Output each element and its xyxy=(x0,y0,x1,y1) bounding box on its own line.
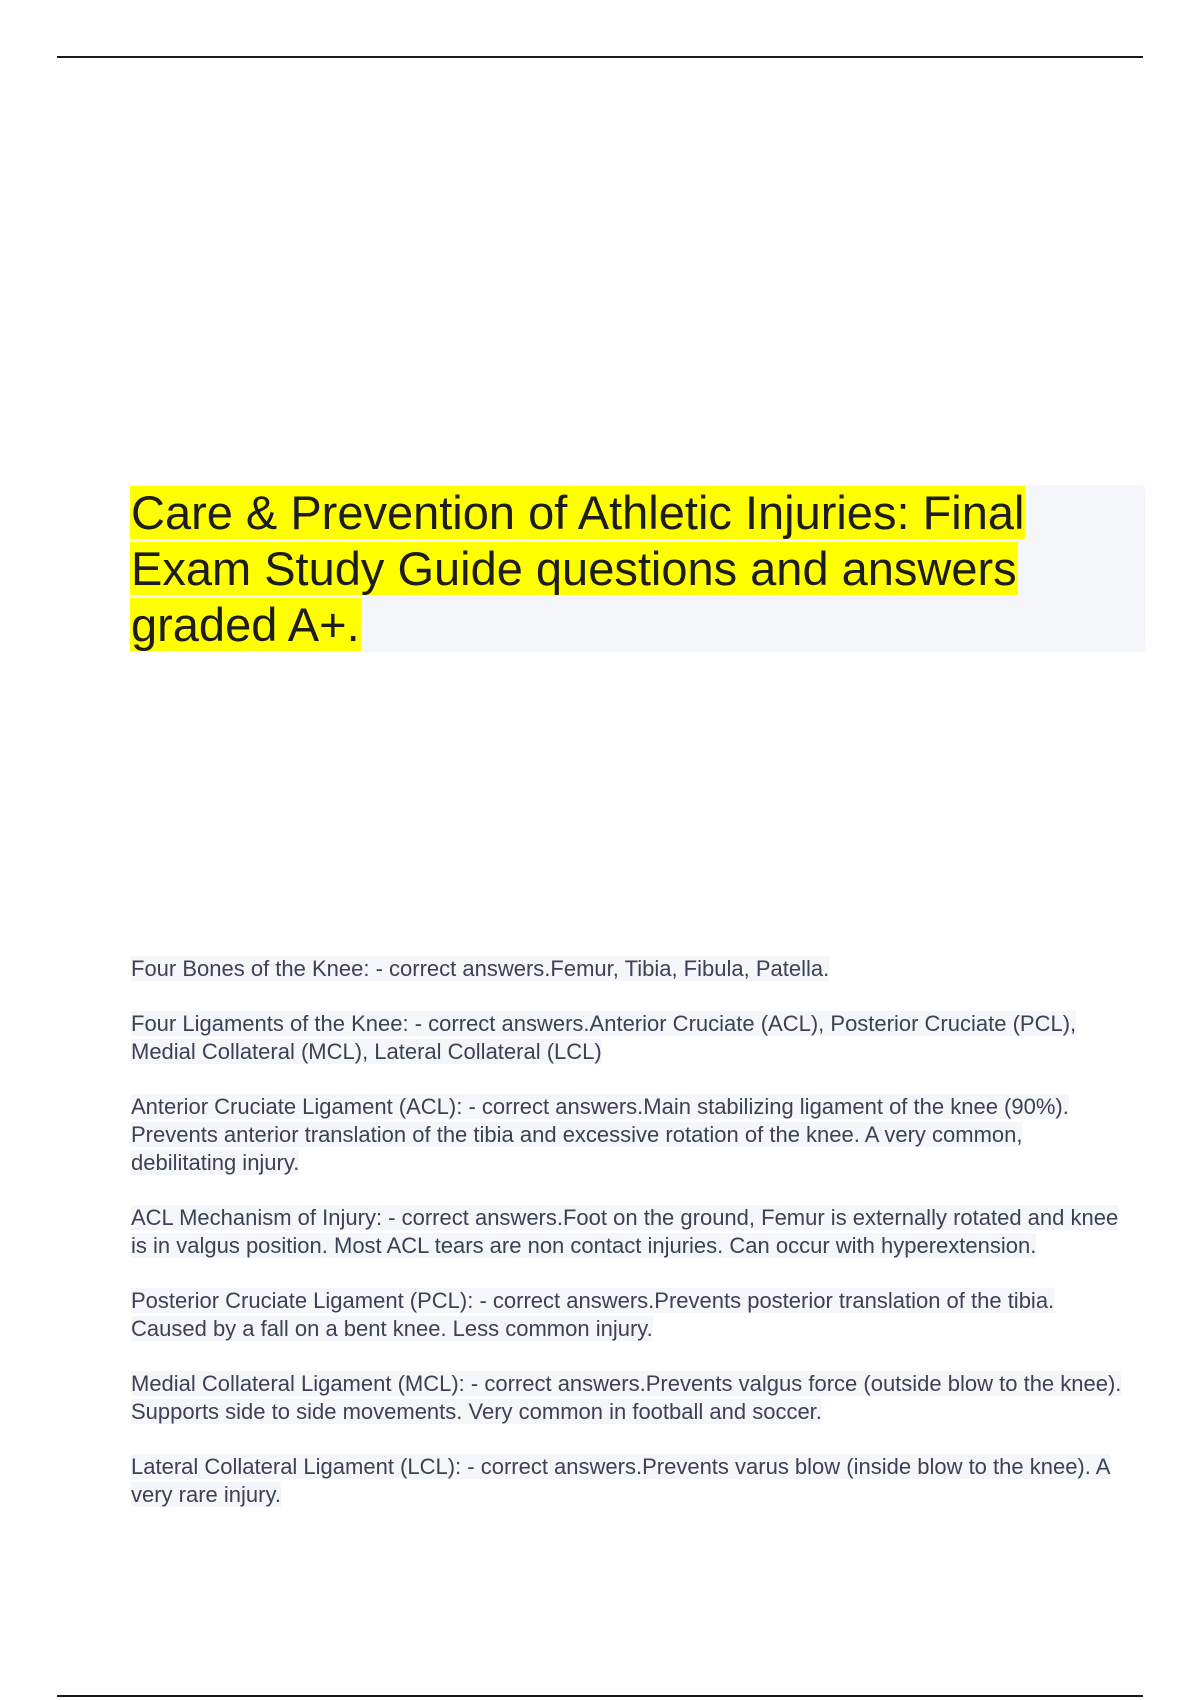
qa-entry: Anterior Cruciate Ligament (ACL): - correct answers.Main stabilizing ligament of the knee (90%). Prevents anterior translation of the tibia and excessive rotation of the knee. A very common, debilitating injury. xyxy=(131,1094,1069,1175)
footer-rule xyxy=(57,1695,1143,1697)
qa-list xyxy=(131,955,1131,1536)
qa-entry: Four Ligaments of the Knee: - correct answers.Anterior Cruciate (ACL), Posterior Cruciate (PCL), Medial Collateral (MCL), Lateral Collateral (LCL) xyxy=(131,1011,1077,1064)
qa-entry: Four Bones of the Knee: - correct answers.Femur, Tibia, Fibula, Patella. xyxy=(131,956,830,981)
qa-entry: Lateral Collateral Ligament (LCL): - correct answers.Prevents varus blow (inside blow to the knee). A very rare injury. xyxy=(131,1454,1111,1507)
document-title xyxy=(130,485,1090,653)
qa-entry: ACL Mechanism of Injury: - correct answers.Foot on the ground, Femur is externally rotated and knee is in valgus position. Most ACL tears are non contact injuries. Can occur with hyperextension. xyxy=(131,1205,1119,1258)
qa-entry: Posterior Cruciate Ligament (PCL): - correct answers.Prevents posterior translation of the tibia. Caused by a fall on a bent knee. Less common injury. xyxy=(131,1288,1055,1341)
title-block xyxy=(130,485,1145,652)
title-highlight: Care & Prevention of Athletic Injuries: Final Exam Study Guide questions and answers graded A+. xyxy=(131,486,1025,651)
header-rule xyxy=(57,56,1143,58)
qa-entry: Medial Collateral Ligament (MCL): - correct answers.Prevents valgus force (outside blow to the knee). Supports side to side movements. Very common in football and soccer. xyxy=(131,1371,1122,1424)
